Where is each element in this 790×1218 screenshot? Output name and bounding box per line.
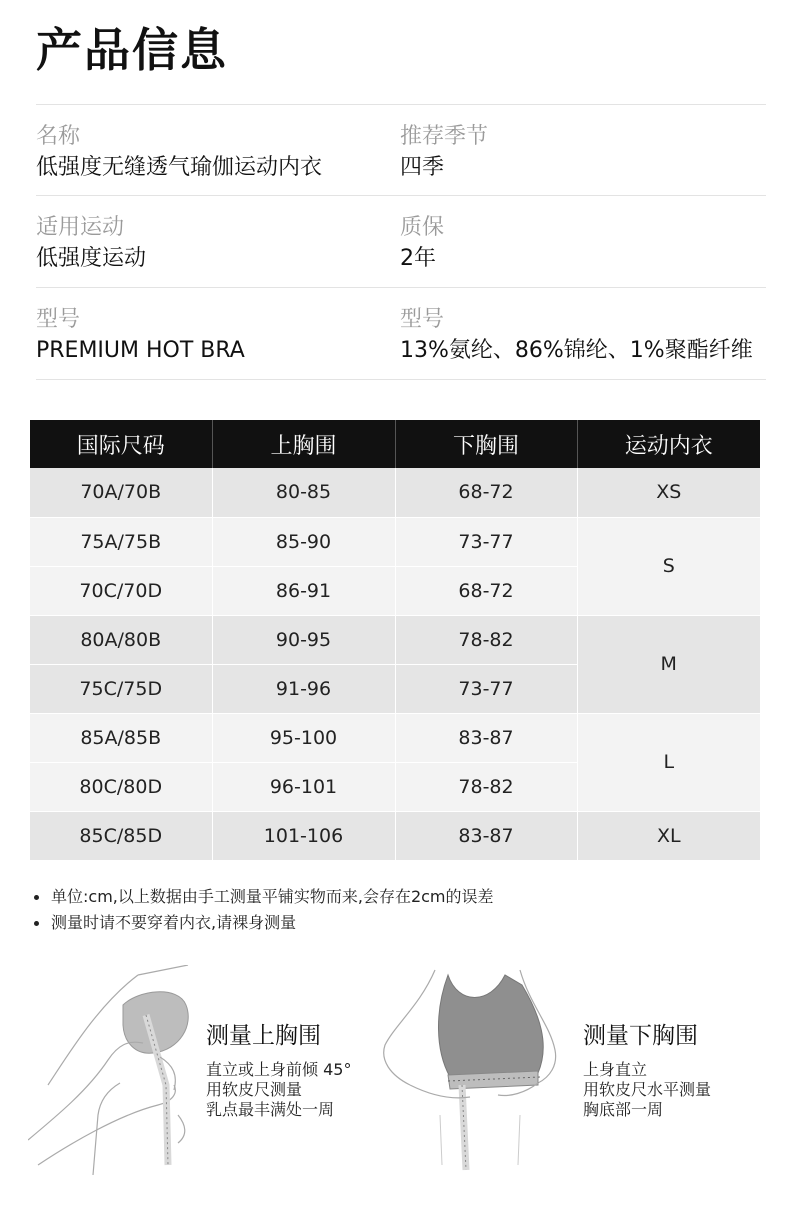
table-row <box>30 811 760 860</box>
measure-line: 上身直立 <box>583 1060 648 1079</box>
table-cell: 75C/75D <box>30 664 212 713</box>
info-value: 低强度运动 <box>36 246 147 271</box>
table-cell: 90-95 <box>212 615 395 664</box>
table-cell: 83-87 <box>395 713 577 762</box>
table-cell: 75A/75B <box>30 517 212 566</box>
table-cell: 73-77 <box>395 664 577 713</box>
under-bust-instructions <box>583 1020 711 1120</box>
table-cell: 86-91 <box>212 566 395 615</box>
measure-title: 测量下胸围 <box>583 1023 698 1049</box>
info-item-warranty <box>400 214 444 274</box>
table-row <box>30 713 760 762</box>
measure-line: 用软皮尺测量 <box>206 1080 303 1099</box>
table-header-row <box>30 420 760 468</box>
size-cell: L <box>577 713 760 811</box>
measure-line: 乳点最丰满处一周 <box>206 1100 335 1119</box>
info-label: 推荐季节 <box>400 124 489 149</box>
upper-bust-instructions <box>206 1020 351 1120</box>
info-value: 四季 <box>400 155 445 180</box>
note-text: 测量时请不要穿着内衣,请裸身测量 <box>51 913 297 932</box>
info-item-model <box>36 306 245 366</box>
note-item <box>34 910 494 936</box>
measure-line: 用软皮尺水平测量 <box>583 1080 712 1099</box>
info-label: 型号 <box>400 307 445 332</box>
bullet-icon <box>34 895 39 900</box>
table-cell: 80C/80D <box>30 762 212 811</box>
under-bust-illustration <box>380 965 570 1175</box>
table-cell: 73-77 <box>395 517 577 566</box>
table-row <box>30 615 760 664</box>
page-title: 产品信息 <box>36 23 228 77</box>
table-cell: 91-96 <box>212 664 395 713</box>
table-cell: 95-100 <box>212 713 395 762</box>
table-cell: 80-85 <box>212 468 395 517</box>
table-cell: 70A/70B <box>30 468 212 517</box>
info-label: 型号 <box>36 307 81 332</box>
table-cell: 80A/80B <box>30 615 212 664</box>
table-cell: 101-106 <box>212 811 395 860</box>
bullet-icon <box>34 921 39 926</box>
info-row <box>36 104 766 196</box>
table-cell: 78-82 <box>395 615 577 664</box>
size-cell: M <box>577 615 760 713</box>
size-cell: XS <box>577 468 760 517</box>
table-cell: 85C/85D <box>30 811 212 860</box>
column-header: 下胸围 <box>395 420 577 468</box>
upper-bust-illustration <box>28 965 218 1175</box>
info-item-name <box>36 123 322 183</box>
table-cell: 78-82 <box>395 762 577 811</box>
info-value: 2年 <box>400 246 436 271</box>
notes-list <box>34 884 494 936</box>
info-value: 低强度无缝透气瑜伽运动内衣 <box>36 155 323 180</box>
note-item <box>34 884 494 910</box>
info-item-material <box>400 306 753 366</box>
note-text: 单位:cm,以上数据由手工测量平铺实物而来,会存在2cm的误差 <box>51 887 494 906</box>
table-cell: 83-87 <box>395 811 577 860</box>
measure-line: 直立或上身前倾 45° <box>206 1060 352 1079</box>
size-chart-table <box>30 420 760 861</box>
info-label: 名称 <box>36 124 81 149</box>
measure-line: 胸底部一周 <box>583 1100 664 1119</box>
info-value: 13%氨纶、86%锦纶、1%聚酯纤维 <box>400 338 753 363</box>
table-row <box>30 517 760 566</box>
column-header: 上胸围 <box>212 420 395 468</box>
info-row <box>36 196 766 288</box>
table-cell: 96-101 <box>212 762 395 811</box>
info-item-sport <box>36 214 146 274</box>
table-cell: 68-72 <box>395 566 577 615</box>
column-header: 运动内衣 <box>577 420 760 468</box>
column-header: 国际尺码 <box>30 420 212 468</box>
info-label: 质保 <box>400 215 445 240</box>
info-item-season <box>400 123 488 183</box>
size-cell: XL <box>577 811 760 860</box>
product-info-grid <box>36 104 766 380</box>
table-cell: 85-90 <box>212 517 395 566</box>
info-row <box>36 288 766 380</box>
size-cell: S <box>577 517 760 615</box>
measure-title: 测量上胸围 <box>206 1023 321 1049</box>
info-label: 适用运动 <box>36 215 125 240</box>
table-cell: 85A/85B <box>30 713 212 762</box>
table-row <box>30 468 760 517</box>
info-value: PREMIUM HOT BRA <box>36 338 245 363</box>
table-cell: 68-72 <box>395 468 577 517</box>
table-cell: 70C/70D <box>30 566 212 615</box>
